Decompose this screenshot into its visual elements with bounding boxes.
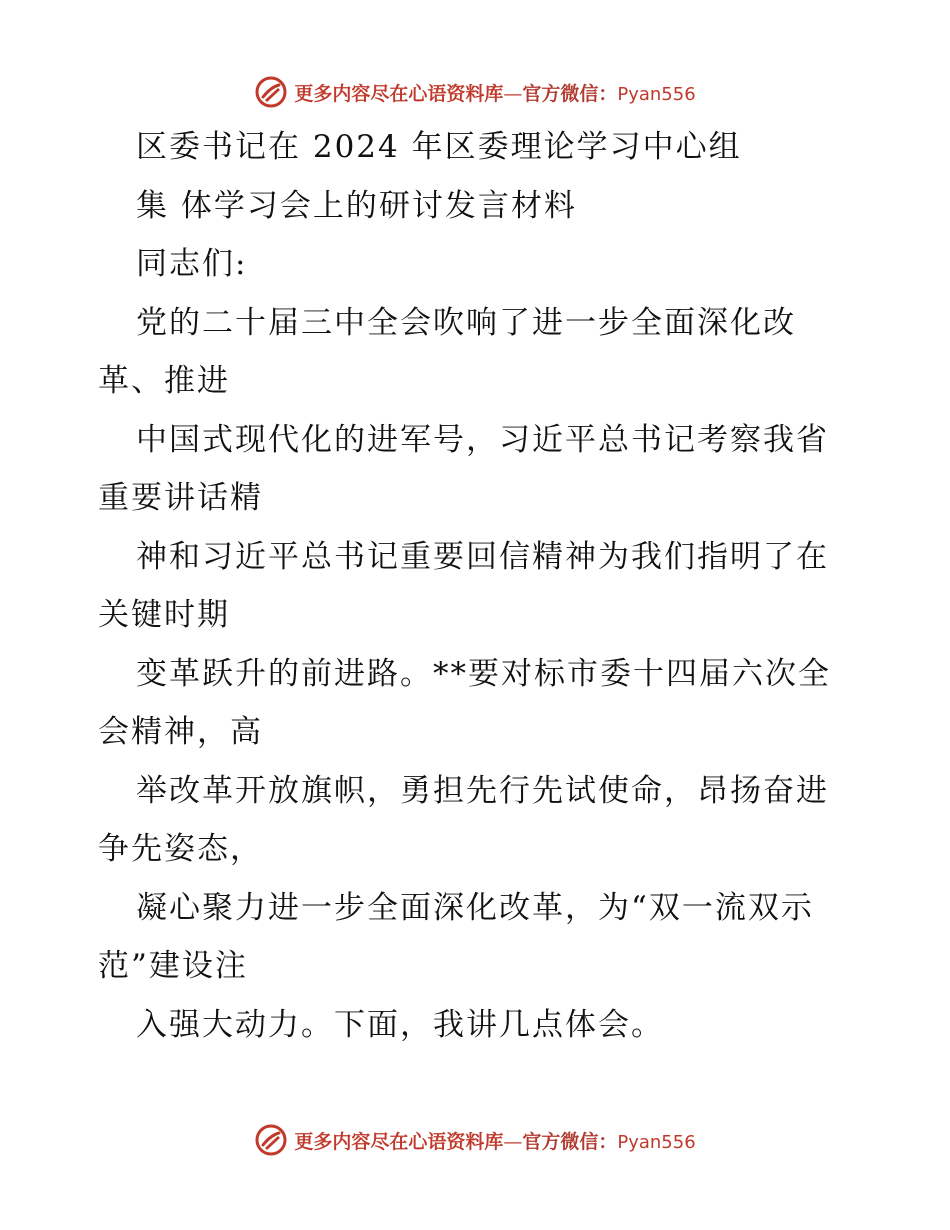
document-line: 举改革开放旗帜，勇担先行先试使命，昂扬奋进 (136, 772, 829, 809)
document-line: 入强大动力。下面，我讲几点体会。 (136, 1006, 664, 1043)
document-line: 范”建设注 (98, 948, 248, 984)
document-line: 关键时期 (98, 597, 230, 633)
footer-wechat-id: Pyan556 (617, 1131, 696, 1153)
document-body (98, 118, 858, 1054)
document-line: 同志们: (136, 246, 248, 282)
book-pen-logo-icon (254, 75, 288, 109)
header-banner-dash: — (503, 82, 523, 105)
footer-banner-main: 更多内容尽在心语资料库 (294, 1130, 504, 1153)
document-line: 重要讲话精 (98, 480, 263, 516)
header-banner (0, 70, 950, 114)
document-line: 变革跃升的前进路。**要对标市委十四届六次全 (136, 655, 831, 692)
footer-banner (0, 1118, 950, 1162)
document-line: 会精神，高 (98, 714, 263, 750)
document-line: 中国式现代化的进军号，习近平总书记考察我省 (136, 421, 829, 458)
document-line: 神和习近平总书记重要回信精神为我们指明了在 (136, 538, 829, 575)
footer-wechat-label: 官方微信： (522, 1130, 618, 1153)
document-line: 争先姿态， (98, 831, 263, 867)
header-wechat-id: Pyan556 (617, 83, 696, 105)
document-line: 凝心聚力进一步全面深化改革，为“双一流双示 (136, 889, 814, 926)
book-pen-logo-icon (254, 1123, 288, 1157)
document-line: 党的二十届三中全会吹响了进一步全面深化改 (136, 304, 796, 341)
footer-banner-dash: — (503, 1130, 523, 1153)
footer-banner-text (294, 1127, 695, 1154)
header-banner-main: 更多内容尽在心语资料库 (294, 82, 504, 105)
document-line: 区委书记在 2024 年区委理论学习中心组 (136, 129, 742, 165)
document-line: 革、推进 (98, 363, 230, 399)
document-line: 集 体学习会上的研讨发言材料 (136, 187, 577, 224)
header-wechat-label: 官方微信： (522, 82, 618, 105)
header-banner-text (294, 79, 695, 106)
